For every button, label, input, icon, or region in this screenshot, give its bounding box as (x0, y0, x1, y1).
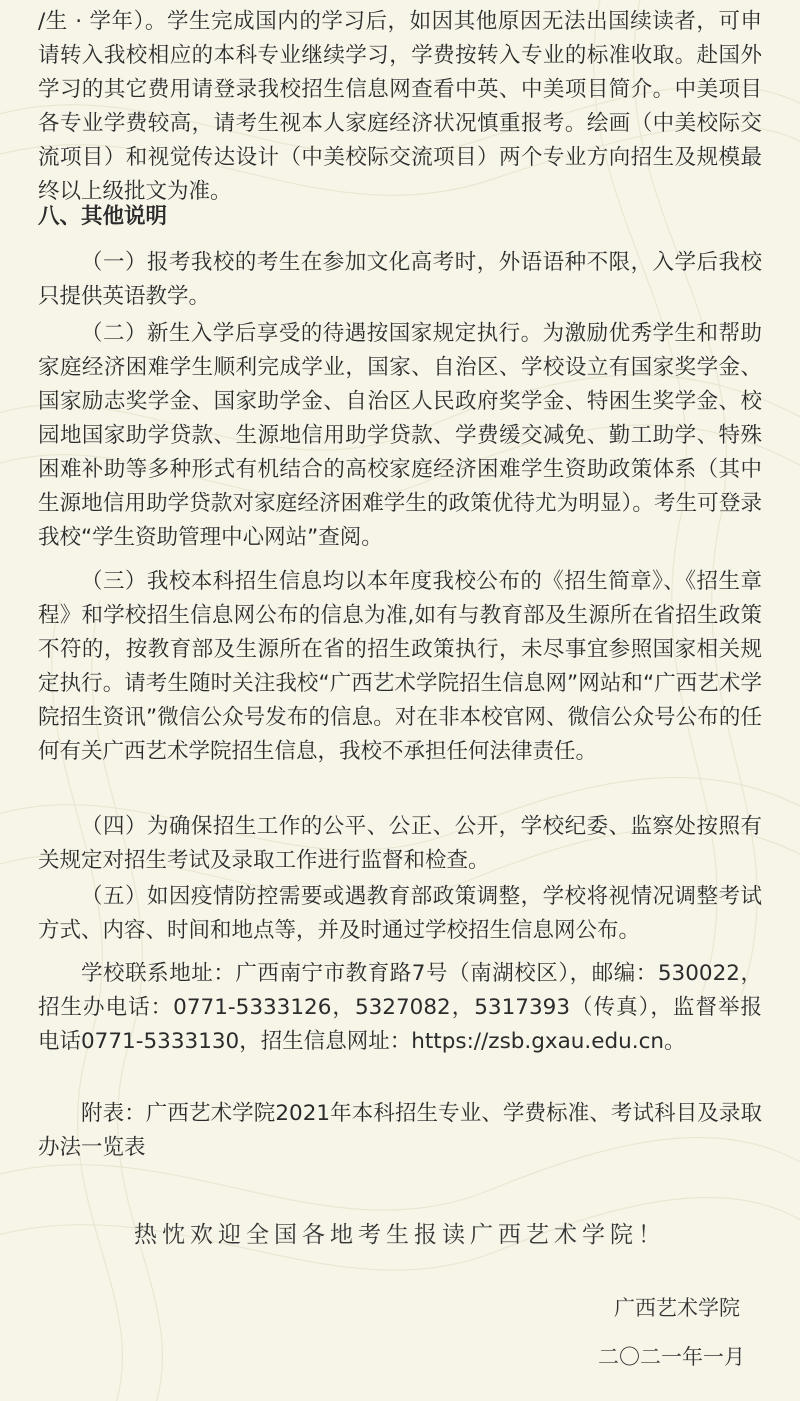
signature: 广西艺术学院 (614, 1296, 740, 1320)
contact-paragraph: 学校联系地址：广西南宁市教育路7号（南湖校区），邮编：530022，招生办电话：0771-5333126，5327082，5317393（传真），监督举报电话0771-5333130，招生信息网址：https://zsb.gxau.edu.cn。 (38, 961, 762, 1054)
paragraph-4: （四）为确保招生工作的公平、公正、公开，学校纪委、监察处按照有关规定对招生考试及录取工作进行监督和检查。 (38, 814, 762, 873)
welcome-slogan: 热忱欢迎全国各地考生报读广西艺术学院！ (134, 1222, 666, 1248)
intro-paragraph: /生 · 学年）。学生完成国内的学习后，如因其他原因无法出国续读者，可申请转入我校相应的本科专业继续学习，学费按转入专业的标准收取。赴国外学习的其它费用请登录我校招生信息网查看中英、中美项目简介。中美项目各专业学费较高，请考生视本人家庭经济状况慎重报考。绘画（中美校际交流项目）和视觉传达设计（中美校际交流项目）两个专业方向招生及规模最终以上级批文为准。 (38, 9, 762, 204)
paragraph-3: （三）我校本科招生信息均以本年度我校公布的《招生简章》、《招生章程》和学校招生信息网公布的信息为准,如有与教育部及生源所在省招生政策不符的，按教育部及生源所在省的招生政策执行，未尽事宜参照国家相关规定执行。请考生随时关注我校“广西艺术学院招生信息网”网站和“广西艺术学院招生资讯”微信公众号发布的信息。对在非本校官网、微信公众号公布的任何有关广西艺术学院招生信息，我校不承担任何法律责任。 (38, 569, 762, 764)
section-heading: 八、其他说明 (38, 204, 168, 229)
appendix-paragraph: 附表：广西艺术学院2021年本科招生专业、学费标准、考试科目及录取办法一览表 (38, 1101, 762, 1160)
paragraph-2: （二）新生入学后享受的待遇按国家规定执行。为激励优秀学生和帮助家庭经济困难学生顺利完成学业，国家、自治区、学校设立有国家奖学金、国家励志奖学金、国家助学金、自治区人民政府奖学金、特困生奖学金、校园地国家助学贷款、生源地信用助学贷款、学费缓交减免、勤工助学、特殊困难补助等多种形式有机结合的高校家庭经济困难学生资助政策体系（其中生源地信用助学贷款对家庭经济困难学生的政策优待尤为明显）。考生可登录我校“学生资助管理中心网站”查阅。 (38, 321, 762, 550)
paragraph-1: （一）报考我校的考生在参加文化高考时，外语语种不限，入学后我校只提供英语教学。 (38, 250, 762, 309)
date: 二〇二一年一月 (598, 1345, 745, 1369)
paragraph-5: （五）如因疫情防控需要或遇教育部政策调整，学校将视情况调整考试方式、内容、时间和地点等，并及时通过学校招生信息网公布。 (38, 884, 762, 943)
